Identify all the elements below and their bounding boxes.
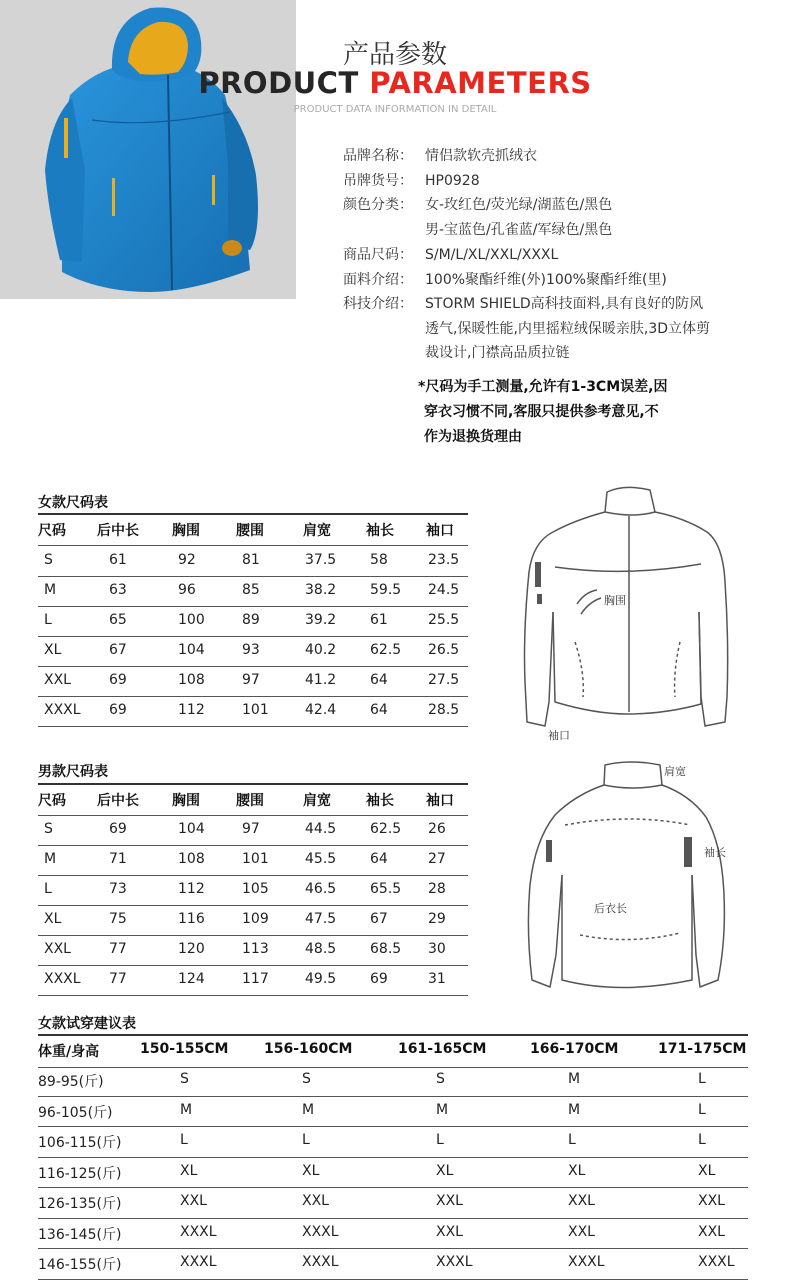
table-cell: 105: [242, 881, 269, 897]
spec-label: 吊牌货号：: [343, 173, 413, 189]
measurement-note: *尺码为手工测量,允许有1-3CM误差,因: [418, 379, 668, 395]
table-cell: S: [44, 552, 53, 568]
table-cell: 117: [242, 971, 269, 987]
table-cell: M: [44, 851, 57, 867]
table-cell: XXXL: [698, 1254, 735, 1270]
table-cell: XL: [568, 1162, 586, 1179]
table-cell: M: [436, 1101, 449, 1118]
table-header-cell: 胸围: [172, 523, 200, 539]
table-header-cell: 后中长: [97, 793, 139, 809]
jacket-front-sketch: [515, 482, 740, 741]
table-cell: 39.2: [305, 612, 337, 628]
table-rule: [38, 935, 468, 936]
table-cell: 45.5: [305, 851, 337, 867]
spec-sizes: [343, 244, 558, 264]
spec-item-number: [343, 170, 480, 190]
table-cell: XL: [44, 911, 62, 927]
table-cell: 26: [428, 821, 446, 837]
table-cell: XXL: [568, 1193, 595, 1209]
table-cell: 96: [178, 582, 196, 598]
table-rule: [38, 1279, 748, 1280]
table-cell: XL: [436, 1162, 454, 1179]
table-header-cell: 156-160CM: [264, 1041, 353, 1057]
table-rule: [38, 1248, 748, 1249]
table-cell: XXXL: [568, 1254, 605, 1270]
table-cell: M: [568, 1101, 581, 1118]
table-rule: [38, 905, 468, 906]
jacket-back-sketch-icon: [520, 755, 740, 1005]
table-header-cell: 166-170CM: [530, 1041, 619, 1057]
table-cell: 23.5: [428, 552, 460, 568]
table-cell: XXXL: [302, 1254, 339, 1270]
table-cell: M: [568, 1071, 581, 1087]
table-header-cell: 袖口: [426, 793, 454, 809]
spec-value: HP0928: [425, 173, 480, 189]
table-header-cell: 腰围: [236, 793, 264, 809]
table-cell: S: [44, 821, 53, 837]
table-cell: 93: [242, 642, 260, 658]
table-cell: 27: [428, 851, 446, 867]
table-cell: 28.5: [428, 702, 460, 718]
label-sleeve: 袖长: [704, 846, 726, 859]
table-cell: L: [568, 1132, 576, 1148]
table-cell: XXL: [698, 1193, 725, 1209]
table-cell: L: [44, 881, 52, 897]
women-fit-title: 女款试穿建议表: [38, 1016, 136, 1032]
spec-colors: [343, 194, 612, 214]
table-cell: 104: [178, 642, 205, 658]
table-cell: L: [44, 612, 52, 628]
table-cell: L: [302, 1132, 310, 1148]
spec-technology: [343, 293, 703, 313]
table-cell: 100: [178, 612, 205, 628]
table-cell: XXL: [302, 1193, 329, 1209]
table-cell: 75: [109, 911, 127, 927]
table-cell: L: [698, 1132, 706, 1148]
table-cell: 47.5: [305, 911, 337, 927]
table-cell: M: [302, 1101, 315, 1118]
table-cell: S: [436, 1071, 445, 1087]
table-cell: L: [180, 1132, 188, 1148]
spec-colors-men: 男-宝蓝色/孔雀蓝/军绿色/黑色: [425, 222, 613, 238]
table-cell: 104: [178, 821, 205, 837]
table-rule: [38, 1067, 748, 1068]
table-cell: 136-145(斤): [38, 1226, 122, 1243]
table-cell: 106-115(斤): [38, 1135, 122, 1151]
table-cell: M: [180, 1101, 193, 1118]
table-cell: 64: [370, 702, 388, 718]
table-cell: 68.5: [370, 941, 402, 957]
table-cell: M: [44, 582, 57, 598]
table-rule: [38, 1187, 748, 1188]
spec-label: 品牌名称：: [343, 148, 413, 164]
table-cell: XXL: [180, 1193, 207, 1209]
table-cell: 146-155(斤): [38, 1257, 122, 1273]
table-cell: 126-135(斤): [38, 1196, 122, 1212]
table-cell: S: [302, 1071, 311, 1087]
table-cell: L: [698, 1101, 706, 1118]
men-size-title: 男款尺码表: [38, 764, 108, 780]
spec-value: 100%聚酯纤维(外)100%聚酯纤维(里): [425, 272, 667, 288]
table-cell: 31: [428, 971, 446, 987]
spec-brand: [343, 145, 537, 165]
table-rule: [38, 1157, 748, 1158]
table-cell: 61: [370, 612, 388, 628]
table-header-cell: 袖长: [366, 523, 394, 539]
table-cell: XXL: [44, 672, 71, 688]
title-en-dark: PRODUCT: [198, 66, 359, 100]
table-rule: [38, 1126, 748, 1127]
table-header-cell: 袖口: [426, 523, 454, 539]
spec-label: 商品尺码：: [343, 247, 413, 263]
table-rule: [38, 636, 468, 637]
spec-technology-cont: 透气,保暖性能,内里摇粒绒保暖亲肤,3D立体剪: [425, 321, 711, 337]
table-cell: 81: [242, 552, 260, 568]
table-cell: XL: [698, 1162, 716, 1179]
spec-label: 颜色分类：: [343, 197, 413, 213]
table-cell: 73: [109, 881, 127, 897]
table-cell: 67: [370, 911, 388, 927]
table-cell: XXXL: [44, 971, 81, 987]
table-cell: 59.5: [370, 582, 402, 598]
table-cell: 25.5: [428, 612, 460, 628]
table-header-cell: 肩宽: [303, 523, 331, 539]
table-rule: [38, 666, 468, 667]
table-rule: [38, 606, 468, 607]
table-rule: [38, 696, 468, 697]
title-en-red: PARAMETERS: [369, 66, 592, 100]
table-cell: 108: [178, 851, 205, 867]
table-rule: [38, 845, 468, 846]
table-rule: [38, 545, 468, 546]
table-cell: 101: [242, 702, 269, 718]
table-cell: 27.5: [428, 672, 460, 688]
table-cell: 38.2: [305, 582, 337, 598]
table-rule: [38, 965, 468, 966]
table-cell: 46.5: [305, 881, 337, 897]
table-cell: 92: [178, 552, 196, 568]
table-header-cell: 161-165CM: [398, 1041, 487, 1057]
table-cell: 64: [370, 851, 388, 867]
table-cell: 64: [370, 672, 388, 688]
page-subtitle: PRODUCT DATA INFORMATION IN DETAIL: [293, 104, 497, 115]
spec-value: 情侣款软壳抓绒衣: [425, 148, 537, 164]
table-cell: 116-125(斤): [38, 1165, 122, 1182]
table-cell: 77: [109, 941, 127, 957]
table-cell: XXL: [568, 1223, 595, 1240]
table-cell: 37.5: [305, 552, 337, 568]
table-header-cell: 171-175CM: [658, 1041, 747, 1057]
table-cell: 112: [178, 702, 205, 718]
table-rule: [38, 815, 468, 816]
table-cell: 69: [109, 702, 127, 718]
label-shoulder: 肩宽: [664, 765, 686, 778]
spec-label: 面料介绍：: [343, 272, 413, 288]
spec-label: 科技介绍：: [343, 296, 413, 312]
table-cell: 40.2: [305, 642, 337, 658]
label-back-length: 后衣长: [594, 902, 627, 915]
table-header-cell: 150-155CM: [140, 1041, 229, 1057]
table-rule: [38, 513, 468, 515]
table-cell: 42.4: [305, 702, 337, 718]
table-header-cell: 腰围: [236, 523, 264, 539]
spec-value: 女-玫红色/荧光绿/湖蓝色/黑色: [425, 197, 613, 213]
table-cell: 112: [178, 881, 205, 897]
table-header-cell: 尺码: [38, 793, 66, 809]
table-cell: 124: [178, 971, 205, 987]
table-cell: 28: [428, 881, 446, 897]
table-rule: [38, 783, 468, 785]
table-cell: XL: [302, 1162, 320, 1179]
table-cell: 109: [242, 911, 269, 927]
table-cell: XXXL: [436, 1254, 473, 1270]
spec-value: STORM SHIELD高科技面料,具有良好的防风: [425, 296, 704, 312]
table-cell: 63: [109, 582, 127, 598]
table-cell: XL: [180, 1162, 198, 1179]
table-header-cell: 肩宽: [303, 793, 331, 809]
table-cell: 65: [109, 612, 127, 628]
jacket-back-sketch: [520, 755, 740, 1009]
table-cell: 26.5: [428, 642, 460, 658]
women-size-title: 女款尺码表: [38, 495, 108, 511]
table-cell: XXXL: [302, 1223, 339, 1240]
table-cell: 62.5: [370, 821, 402, 837]
table-cell: 113: [242, 941, 269, 957]
spec-value: S/M/L/XL/XXL/XXXL: [425, 247, 559, 263]
table-rule: [38, 1034, 748, 1036]
measurement-note: 穿衣习惯不同,客服只提供参考意见,不: [424, 404, 659, 420]
label-chest: 胸围: [604, 594, 626, 607]
table-header-cell: 尺码: [38, 523, 66, 539]
table-cell: 77: [109, 971, 127, 987]
table-rule: [38, 1096, 748, 1097]
table-cell: L: [698, 1071, 706, 1087]
spec-technology-cont: 裁设计,门襟高品质拉链: [425, 345, 570, 361]
table-cell: 101: [242, 851, 269, 867]
table-cell: 116: [178, 911, 205, 927]
table-header-cell: 袖长: [366, 793, 394, 809]
table-cell: 62.5: [370, 642, 402, 658]
page-title-cn: 产品参数: [342, 40, 447, 70]
jacket-front-sketch-icon: [515, 482, 740, 737]
table-rule: [38, 576, 468, 577]
table-header-cell: 胸围: [172, 793, 200, 809]
table-cell: 69: [370, 971, 388, 987]
table-rule: [38, 995, 468, 996]
table-cell: 61: [109, 552, 127, 568]
table-cell: 85: [242, 582, 260, 598]
table-cell: 89: [242, 612, 260, 628]
table-cell: 41.2: [305, 672, 337, 688]
table-cell: 29: [428, 911, 446, 927]
table-cell: 89-95(斤): [38, 1074, 104, 1090]
table-cell: XXL: [436, 1223, 463, 1240]
table-cell: 69: [109, 821, 127, 837]
table-cell: 44.5: [305, 821, 337, 837]
table-header-cell: 后中长: [97, 523, 139, 539]
table-cell: L: [436, 1132, 444, 1148]
table-cell: 65.5: [370, 881, 402, 897]
table-cell: XXXL: [44, 702, 81, 718]
table-cell: S: [180, 1071, 189, 1087]
table-cell: 24.5: [428, 582, 460, 598]
spec-fabric: [343, 269, 667, 289]
table-cell: 108: [178, 672, 205, 688]
table-cell: 58: [370, 552, 388, 568]
table-rule: [38, 726, 468, 727]
table-rule: [38, 1218, 748, 1219]
table-rule: [38, 875, 468, 876]
table-cell: XXL: [436, 1193, 463, 1209]
table-cell: XXXL: [180, 1223, 217, 1240]
table-cell: 49.5: [305, 971, 337, 987]
table-cell: XXXL: [180, 1254, 217, 1270]
table-cell: 48.5: [305, 941, 337, 957]
table-cell: XXL: [44, 941, 71, 957]
table-cell: 67: [109, 642, 127, 658]
table-cell: 97: [242, 672, 260, 688]
measurement-note: 作为退换货理由: [424, 429, 522, 445]
table-cell: 97: [242, 821, 260, 837]
table-cell: 69: [109, 672, 127, 688]
table-cell: XXL: [698, 1223, 725, 1240]
label-cuff: 袖口: [548, 729, 570, 742]
table-cell: 30: [428, 941, 446, 957]
table-cell: 71: [109, 851, 127, 867]
table-header-cell: 体重/身高: [38, 1044, 100, 1060]
table-cell: 120: [178, 941, 205, 957]
table-cell: 96-105(斤): [38, 1104, 113, 1121]
page-title-en: [0, 66, 790, 100]
table-cell: XL: [44, 642, 62, 658]
